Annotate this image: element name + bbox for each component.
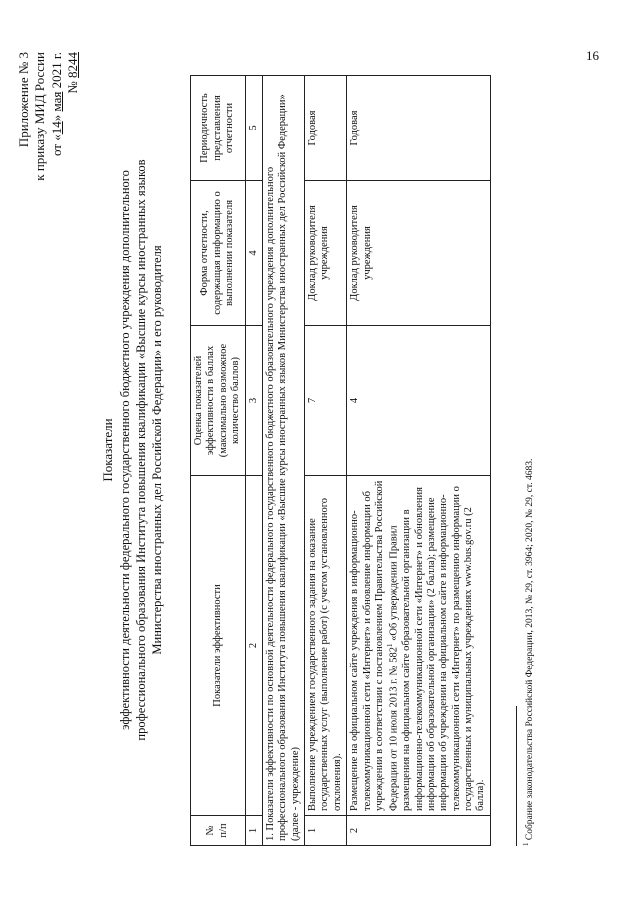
title-line-1: эффективности деятельности федерального государственного бюджетного учреждения дополнительного <box>117 170 132 730</box>
column-number-row: 1 2 3 4 5 <box>245 76 262 846</box>
document-title <box>100 70 165 830</box>
appendix-order: к приказу МИД России <box>32 52 48 181</box>
section-title: 1. Показатели эффективности по основной деятельности федерального государственного бюджетного образовательного учреждения дополнительного профессионального образования Института повышения квалификации «Высшие курсы иностранных языков Министерства иностранных дел Российской Федерации» (далее - учреждение) <box>262 76 304 846</box>
footnote-ref: 1 <box>386 643 395 648</box>
appendix-date: от «14» мая 2021 г. <box>48 52 64 157</box>
row-score: 7 <box>305 326 347 476</box>
appendix-year: 2021 г. <box>48 52 64 89</box>
appendix-title: Приложение № 3 <box>16 52 31 148</box>
table-row <box>347 76 491 846</box>
rotated-document-sheet <box>16 30 596 870</box>
footnote-mark: 1 <box>522 842 530 846</box>
title-line-3: Министерства иностранных дел Российской Федерации» и его руководителя <box>149 245 164 655</box>
footnote-text: Собрание законодательства Российской Федерации, 2013, № 29, ст. 3964; 2020, № 29, ст. 4683. <box>525 458 536 841</box>
appendix-day: 14 <box>48 121 64 135</box>
row-score: 4 <box>347 326 491 476</box>
header-indicator: Показатели эффективности <box>191 476 246 816</box>
footnote <box>522 66 536 846</box>
appendix-block <box>16 52 81 302</box>
header-score: Оценка показателей эффективности в баллах (максимально возможное количество баллов) <box>191 326 246 476</box>
row-report-form: Доклад руководителя учреждения <box>305 181 347 326</box>
appendix-number: № 8244 <box>64 52 80 94</box>
section-row <box>262 76 304 846</box>
row-periodicity: Годовая <box>347 76 491 181</box>
row-periodicity: Годовая <box>305 76 347 181</box>
table-row <box>305 76 347 846</box>
header-periodicity: Периодичность представления отчетности <box>191 76 246 181</box>
page-number: 16 <box>586 48 599 63</box>
row-indicator: Размещение на официальном сайте учреждения в информационно-телекоммуникационной сети «Интернет» и обновление информации об учреждении в соответствии с постановлением Правительства Российской Федерации от 10 июля 2013 г. № $582^1$ «Об утверждении Правил размещения на официальном сайте образовательной организации в информационно-телекоммуникационной сети «Интернет» и обновления информации об образовательной организации» (2 балла); размещение информации об учреждении на официальном сайте в информационно-телекоммуникационной сети «Интернет» по размещению информации о государственных и муниципальных учреждениях www.bus.gov.ru (2 балла). <box>347 476 491 816</box>
indicators-table <box>190 75 491 846</box>
header-report-form: Форма отчетности, содержащая информацию о выполнении показателя <box>191 181 246 326</box>
appendix-month: мая <box>48 91 64 112</box>
row-num: 1 <box>305 816 347 846</box>
footnote-divider <box>516 706 517 846</box>
appendix-number-value: 8244 <box>64 52 80 78</box>
title-heading: Показатели <box>100 418 115 482</box>
row-indicator: Выполнение учреждением государственного задания на оказание государственных услуг (выполнение работ) (с учетом установленного отклонения). <box>305 476 347 816</box>
table-header-row <box>191 76 246 846</box>
row-report-form: Доклад руководителя учреждения <box>347 181 491 326</box>
header-num: № п/п <box>191 816 246 846</box>
row-num: 2 <box>347 816 491 846</box>
title-line-2: профессионального образования Института повышения квалификации «Высшие курсы иностранных языков <box>133 159 148 741</box>
